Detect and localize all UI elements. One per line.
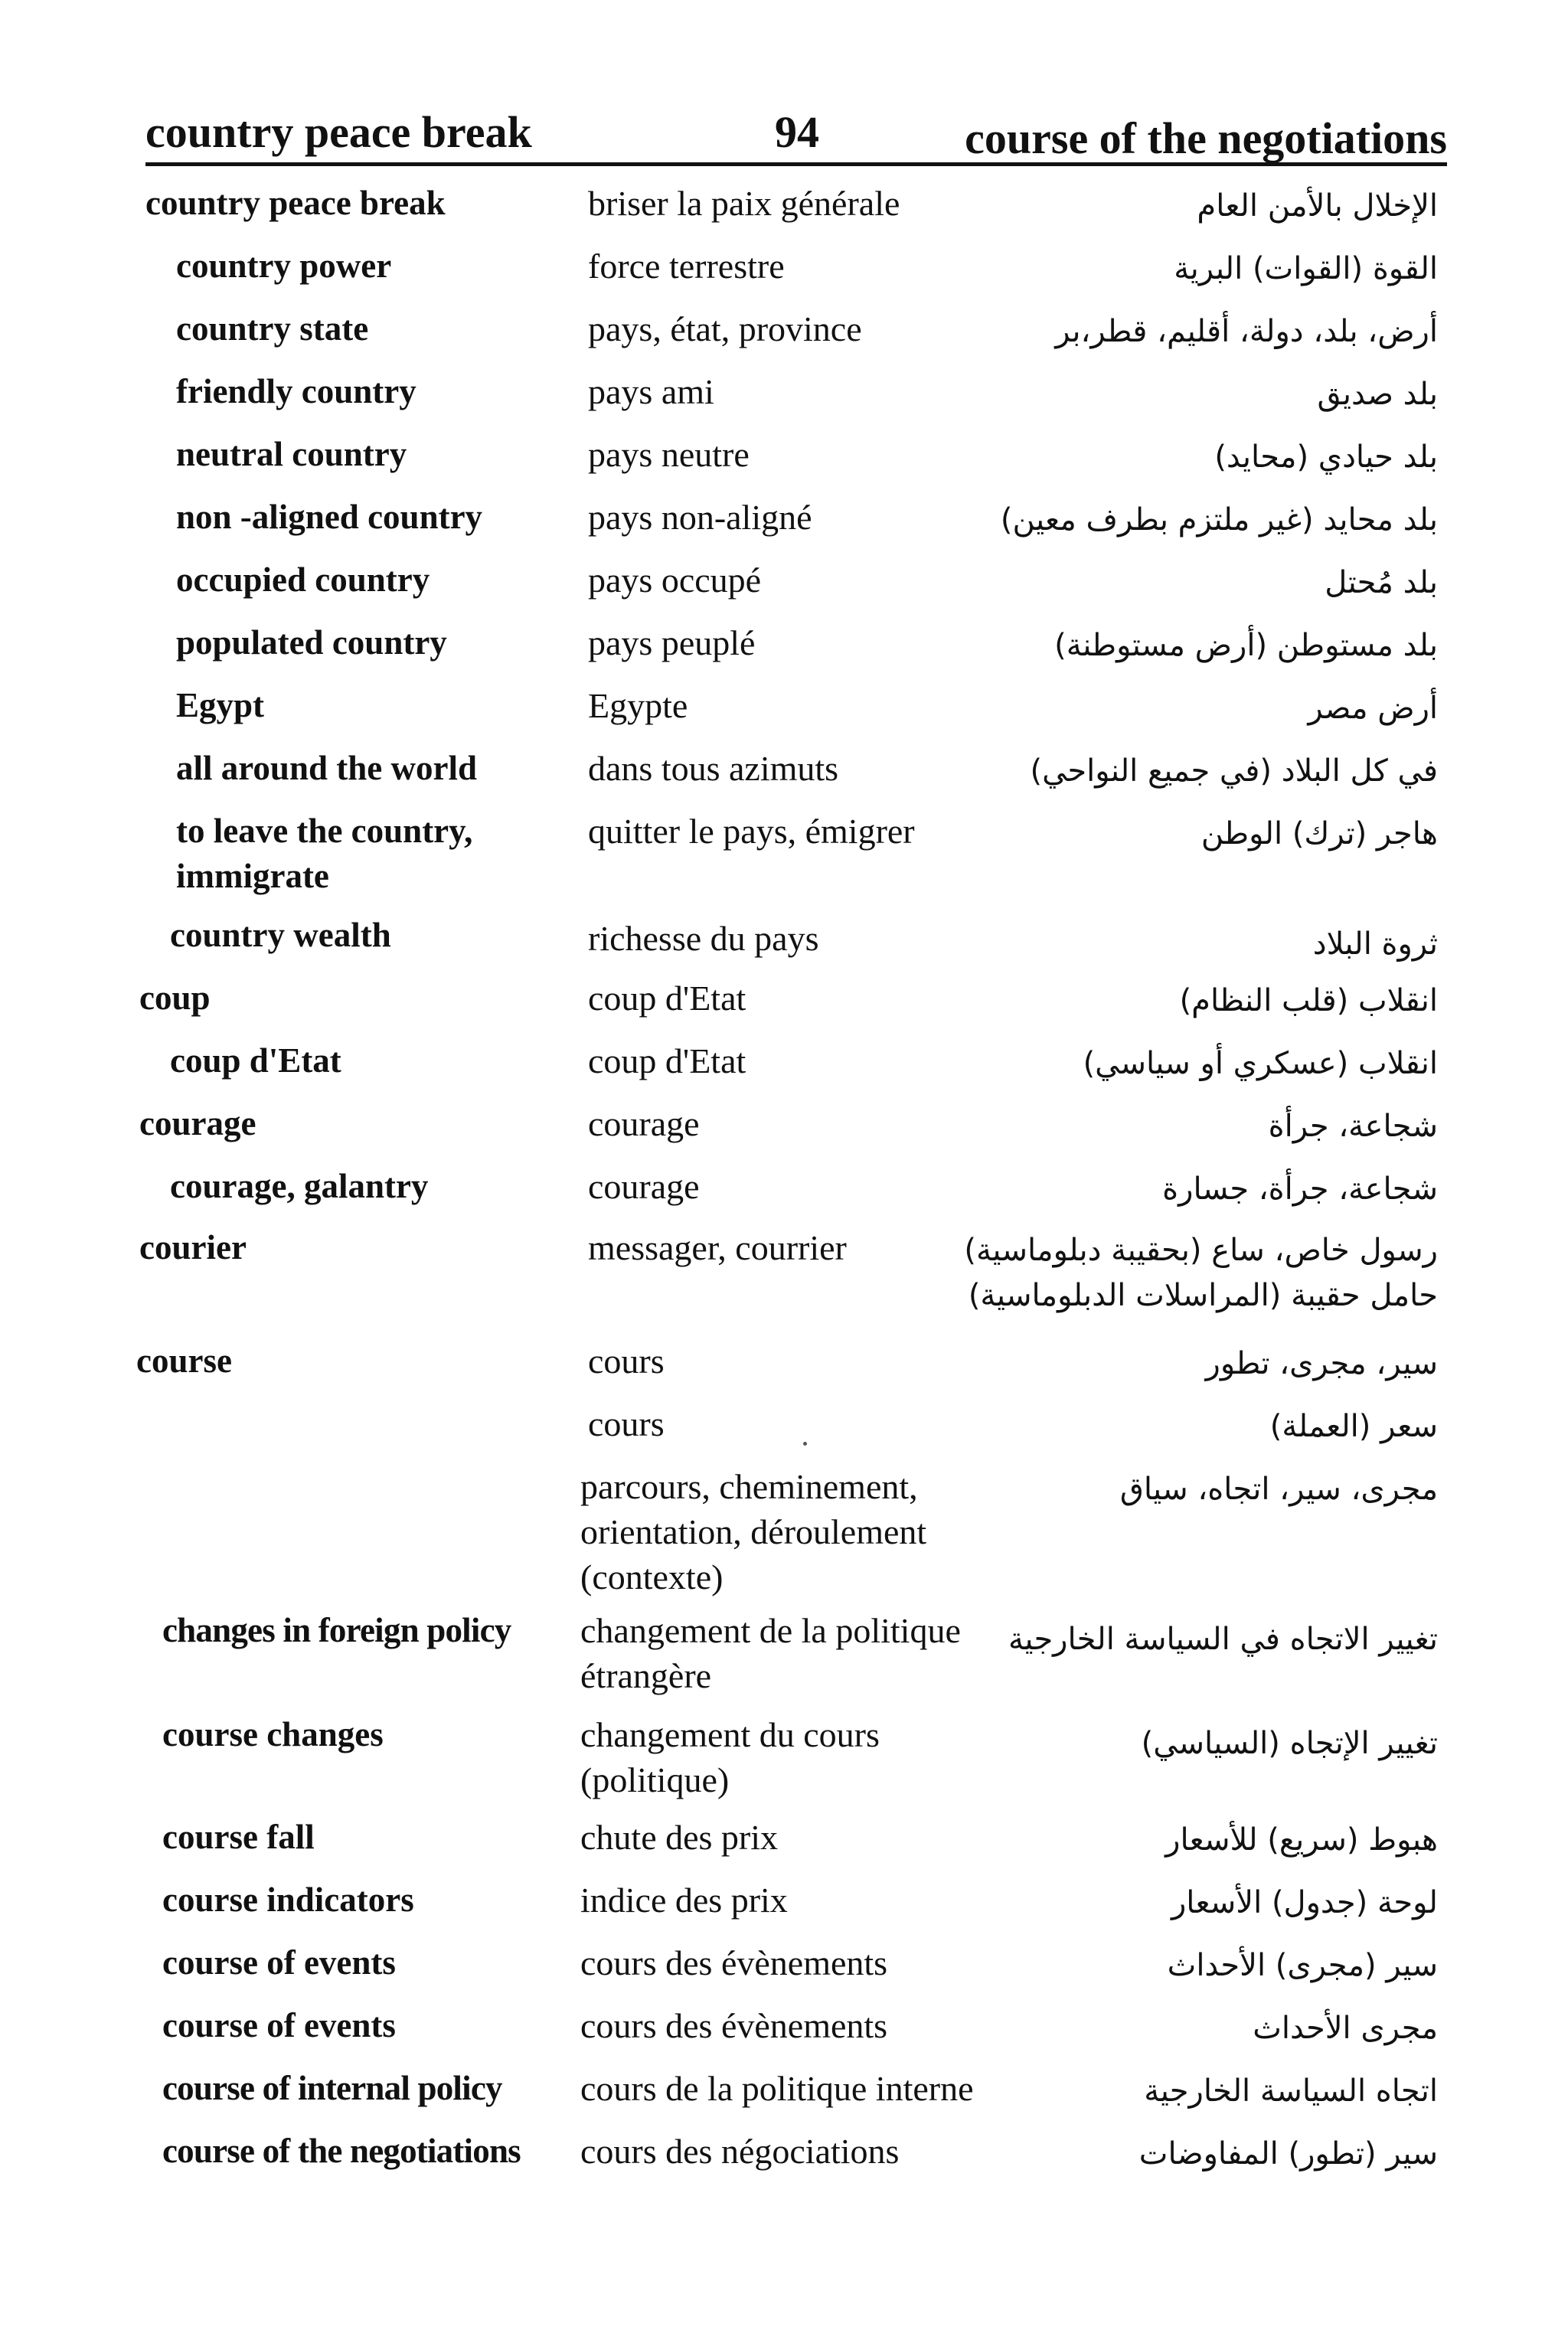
header-left-guide-word: country peace break bbox=[145, 107, 532, 157]
english-term: populated country bbox=[176, 623, 447, 662]
page-number: 94 bbox=[775, 107, 819, 157]
english-term: course indicators bbox=[162, 1881, 414, 1919]
arabic-term bbox=[963, 749, 1438, 794]
french-term: briser la paix générale bbox=[588, 184, 900, 223]
english-term: occupied country bbox=[176, 560, 430, 599]
arabic-line: ثروة البلاد bbox=[1312, 926, 1438, 962]
english-term: course of events bbox=[162, 1943, 396, 1982]
english-term: country wealth bbox=[170, 916, 391, 954]
arabic-term bbox=[963, 812, 1438, 857]
arabic-term bbox=[963, 1041, 1438, 1087]
french-term: Egypte bbox=[588, 686, 688, 725]
french-term: pays non-aligné bbox=[588, 498, 812, 537]
english-term: country peace break bbox=[145, 184, 446, 222]
arabic-line: بلد صديق bbox=[1317, 377, 1438, 412]
arabic-term bbox=[963, 1721, 1438, 1766]
arabic-term bbox=[963, 1617, 1438, 1662]
french-term: changement de la politique étrangère bbox=[580, 1611, 961, 1695]
arabic-line: هاجر (ترك) الوطن bbox=[1200, 816, 1438, 851]
arabic-line: بلد مستوطن (أرض مستوطنة) bbox=[1054, 628, 1438, 663]
english-term: coup d'Etat bbox=[170, 1041, 341, 1080]
english-term: course changes bbox=[162, 1715, 384, 1753]
arabic-term bbox=[963, 560, 1438, 606]
french-term: quitter le pays, émigrer bbox=[588, 812, 915, 851]
french-term: indice des prix bbox=[580, 1881, 788, 1920]
arabic-term bbox=[963, 1228, 1438, 1319]
arabic-line: هبوط (سريع) للأسعار bbox=[1165, 1822, 1438, 1858]
french-term: cours bbox=[588, 1404, 665, 1443]
french-term: pays peuplé bbox=[588, 623, 756, 662]
english-term: to leave the country, immigrate bbox=[176, 812, 473, 895]
french-term: cours des négociations bbox=[580, 2132, 900, 2171]
arabic-term bbox=[963, 184, 1438, 229]
arabic-line: الإخلال بالأمن العام bbox=[1197, 188, 1438, 224]
french-term: chute des prix bbox=[580, 1818, 779, 1857]
french-term: coup d'Etat bbox=[588, 979, 746, 1018]
arabic-term bbox=[963, 1167, 1438, 1212]
french-term: richesse du pays bbox=[588, 919, 819, 958]
french-term: cours des évènements bbox=[580, 2006, 888, 2045]
stray-dot bbox=[803, 1442, 807, 1446]
english-term: courage bbox=[139, 1104, 256, 1142]
english-term: course fall bbox=[162, 1818, 315, 1856]
arabic-line: سعر (العملة) bbox=[1269, 1409, 1438, 1444]
arabic-term bbox=[963, 623, 1438, 668]
french-term: pays, état, province bbox=[588, 309, 862, 348]
arabic-term bbox=[963, 1818, 1438, 1863]
english-term: non -aligned country bbox=[176, 498, 483, 536]
arabic-line: رسول خاص، ساع (بحقيبة دبلوماسية) bbox=[964, 1233, 1438, 1268]
arabic-line: حامل حقيبة (المراسلات الدبلوماسية) bbox=[968, 1278, 1438, 1313]
arabic-term bbox=[963, 922, 1438, 967]
english-term: all around the world bbox=[176, 749, 477, 787]
arabic-line: لوحة (جدول) الأسعار bbox=[1171, 1885, 1438, 1920]
french-term: coup d'Etat bbox=[588, 1041, 746, 1080]
arabic-line: اتجاه السياسة الخارجية bbox=[1144, 2073, 1438, 2109]
arabic-line: بلد حيادي (محايد) bbox=[1214, 440, 1438, 475]
arabic-line: القوة (القوات) البرية bbox=[1174, 251, 1438, 286]
french-term: cours bbox=[588, 1341, 665, 1381]
arabic-term bbox=[963, 2006, 1438, 2051]
french-term: force terrestre bbox=[588, 247, 785, 286]
english-term: course of internal policy bbox=[162, 2069, 502, 2107]
english-term: courage, galantry bbox=[170, 1167, 429, 1205]
arabic-line: انقلاب (قلب النظام) bbox=[1179, 983, 1438, 1018]
english-term: neutral country bbox=[176, 435, 407, 473]
english-term: coup bbox=[139, 979, 211, 1017]
french-term: messager, courrier bbox=[588, 1228, 847, 1267]
french-term: cours de la politique interne bbox=[580, 2069, 974, 2108]
arabic-term bbox=[963, 2069, 1438, 2114]
arabic-line: بلد محايد (غير ملتزم بطرف معين) bbox=[1000, 502, 1438, 538]
french-term: cours des évènements bbox=[580, 1943, 888, 1982]
arabic-term bbox=[963, 1881, 1438, 1926]
arabic-line: شجاعة، جرأة bbox=[1268, 1109, 1438, 1144]
english-term: changes in foreign policy bbox=[162, 1611, 511, 1649]
english-term: country power bbox=[176, 247, 392, 285]
arabic-line: بلد مُحتل bbox=[1325, 565, 1438, 600]
english-term: friendly country bbox=[176, 372, 416, 410]
header-right-guide-word: course of the negotiations bbox=[965, 113, 1447, 163]
english-term: course of events bbox=[162, 2006, 396, 2044]
arabic-term bbox=[963, 2132, 1438, 2177]
arabic-line: تغيير الاتجاه في السياسة الخارجية bbox=[1008, 1622, 1438, 1657]
arabic-line: سير (تطور) المفاوضات bbox=[1138, 2136, 1438, 2172]
arabic-term bbox=[963, 1404, 1438, 1449]
arabic-term bbox=[963, 1943, 1438, 1989]
arabic-line: أرض مصر bbox=[1308, 691, 1438, 726]
french-term: courage bbox=[588, 1104, 700, 1143]
arabic-term bbox=[963, 1341, 1438, 1387]
english-term: courier bbox=[139, 1228, 247, 1266]
arabic-line: في كل البلاد (في جميع النواحي) bbox=[1030, 753, 1438, 789]
arabic-line: أرض، بلد، دولة، أقليم، قطر،بر bbox=[1055, 314, 1438, 349]
arabic-line: مجرى، سير، اتجاه، سياق bbox=[1119, 1472, 1438, 1507]
english-term: course of the negotiations bbox=[162, 2132, 521, 2170]
arabic-term bbox=[963, 979, 1438, 1024]
english-term: Egypt bbox=[176, 686, 265, 724]
arabic-line: شجاعة، جرأة، جسارة bbox=[1162, 1172, 1438, 1207]
english-term: course bbox=[136, 1341, 232, 1380]
french-term: dans tous azimuts bbox=[588, 749, 839, 788]
arabic-term bbox=[963, 1467, 1438, 1512]
arabic-line: انقلاب (عسكري أو سياسي) bbox=[1083, 1046, 1438, 1081]
arabic-term bbox=[963, 1104, 1438, 1149]
arabic-term bbox=[963, 686, 1438, 731]
arabic-term bbox=[963, 247, 1438, 292]
french-term: courage bbox=[588, 1167, 700, 1206]
arabic-line: سير، مجرى، تطور bbox=[1205, 1346, 1438, 1381]
french-term: pays occupé bbox=[588, 560, 762, 600]
arabic-term bbox=[963, 372, 1438, 417]
arabic-line: سير (مجرى) الأحداث bbox=[1167, 1948, 1438, 1983]
arabic-term bbox=[963, 435, 1438, 480]
arabic-line: مجرى الأحداث bbox=[1253, 2011, 1438, 2046]
arabic-line: تغيير الإتجاه (السياسي) bbox=[1141, 1726, 1438, 1761]
french-term: changement du cours (politique) bbox=[580, 1715, 880, 1799]
french-term: pays ami bbox=[588, 372, 714, 411]
arabic-term bbox=[963, 498, 1438, 543]
english-term: country state bbox=[176, 309, 369, 348]
arabic-term bbox=[963, 309, 1438, 355]
french-term: pays neutre bbox=[588, 435, 750, 474]
french-term: parcours, cheminement, orientation, déroulement (contexte) bbox=[580, 1467, 927, 1596]
